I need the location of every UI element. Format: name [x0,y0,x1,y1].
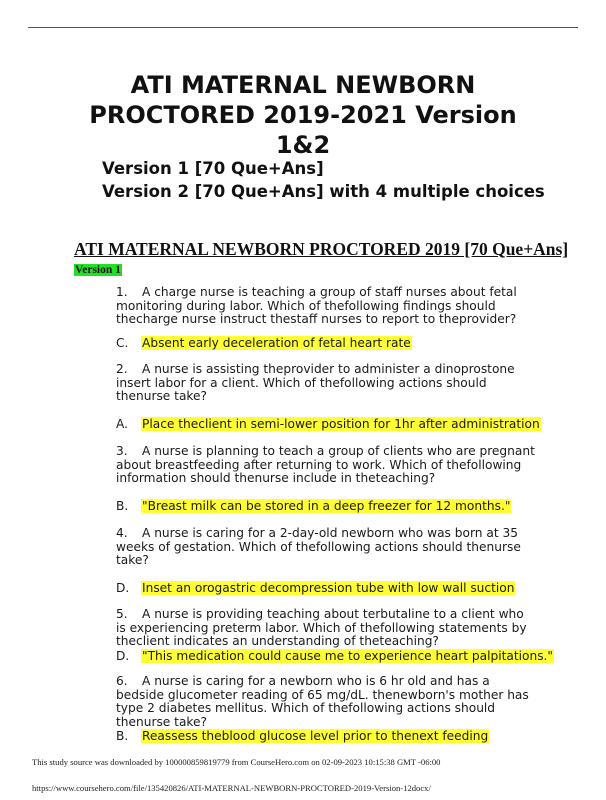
answer-letter: D. [116,581,130,595]
source-url[interactable]: https://www.coursehero.com/file/135420826/ATI-MATERNAL-NEWBORN-PROCTORED-2019-Version-12docx/ [32,783,431,793]
download-source-note: This study source was downloaded by 100000859819779 from CourseHero.com on 02-09-2023 10:15:38 GMT -06:00 [32,757,441,767]
question-number: 6. [116,674,128,688]
answer-text: "This medication could cause me to experience heart palpitations." [142,649,554,663]
question-number: 5. [116,607,128,621]
question-1 [116,286,536,327]
answer-1 [116,336,412,351]
question-number: 4. [116,526,128,540]
answer-text: Absent early deceleration of fetal heart rate [142,336,411,350]
question-text: A nurse is caring for a 2-day-old newborn who was born at 35 weeks of gestation. Which of thefollowing actions should thenurse take? [116,526,521,567]
question-number: 1. [116,285,128,299]
version-1-summary: Version 1 [70 Que+Ans] [102,159,324,178]
question-6 [116,675,536,729]
answer-letter: A. [116,417,128,431]
question-number: 3. [116,444,128,458]
question-4 [116,527,536,568]
answer-text: "Breast milk can be stored in a deep freezer for 12 months." [142,499,511,513]
answer-4 [116,581,515,596]
question-text: A nurse is providing teaching about terbutaline to a client who is experiencing preterm labor. Which of thefollowing statements by theclient indicates an understanding of theteaching? [116,607,527,648]
answer-letter: B. [116,729,129,743]
answer-letter: D. [116,649,130,663]
question-5 [116,608,536,649]
answer-text: Place theclient in semi-lower position for 1hr after administration [142,417,540,431]
question-text: A nurse is planning to teach a group of clients who are pregnant about breastfeeding after returning to work. Which of thefollowing information should thenurse include in theteaching? [116,444,535,485]
question-2 [116,363,536,404]
answer-3 [116,499,511,514]
version-badge: Version 1 [75,264,121,276]
question-text: A charge nurse is teaching a group of staff nurses about fetal monitoring during labor. Which of thefollowing findings should thecharge nurse instruct thestaff nurses to report to theprovider? [116,285,517,326]
answer-letter: B. [116,499,129,513]
document-title: ATI MATERNAL NEWBORN PROCTORED 2019-2021 Version 1&2 [89,71,517,159]
answer-letter: C. [116,336,129,350]
section-heading: ATI MATERNAL NEWBORN PROCTORED 2019 [70 Que+Ans] [74,239,569,259]
answer-5 [116,649,554,664]
question-text: A nurse is caring for a newborn who is 6 hr old and has a bedside glucometer reading of 65 mg/dL. thenewborn's mother has type 2 diabetes mellitus. Which of thefollowing actions should thenurse take? [116,674,529,729]
question-number: 2. [116,362,128,376]
answer-2 [116,417,541,432]
answer-6 [116,729,489,744]
top-divider [28,27,578,28]
answer-text: Reassess theblood glucose level prior to thenext feeding [142,729,489,743]
answer-text: Inset an orogastric decompression tube with low wall suction [142,581,515,595]
question-3 [116,445,536,486]
version-2-summary: Version 2 [70 Que+Ans] with 4 multiple choices [102,182,545,201]
question-text: A nurse is assisting theprovider to administer a dinoprostone insert labor for a client. Which of thefollowing actions should thenurse take? [116,362,515,403]
